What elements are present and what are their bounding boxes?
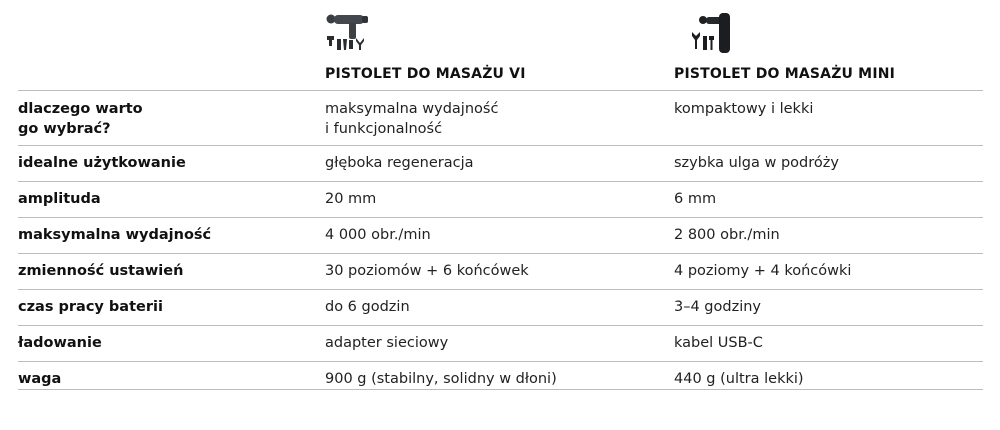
table-row	[18, 145, 983, 181]
row-label: waga	[18, 371, 62, 387]
cell-mini: kabel USB-C	[674, 335, 763, 351]
cell-mini: 4 poziomy + 4 końcówki	[674, 263, 852, 279]
cell-mini: 3–4 godziny	[674, 299, 761, 315]
table-bottom-border	[18, 389, 983, 390]
cell-mini: 2 800 obr./min	[674, 227, 780, 243]
product-title-vi: PISTOLET DO MASAŻU VI	[325, 66, 526, 82]
row-label: maksymalna wydajność	[18, 227, 212, 243]
cell-vi: głęboka regeneracja	[325, 155, 474, 171]
cell-vi: 4 000 obr./min	[325, 227, 431, 243]
cell-vi: 900 g (stabilny, solidny w dłoni)	[325, 371, 557, 387]
cell-mini: kompaktowy i lekki	[674, 101, 814, 117]
cell-vi: 30 poziomów + 6 końcówek	[325, 263, 529, 279]
row-label: czas pracy baterii	[18, 299, 163, 315]
product-title-mini: PISTOLET DO MASAŻU MINI	[674, 66, 896, 82]
massage-gun-mini-image	[674, 8, 734, 58]
table-row	[18, 361, 983, 397]
cell-vi: adapter sieciowy	[325, 335, 449, 351]
table-row	[18, 253, 983, 289]
comparison-table	[18, 0, 983, 430]
row-label: zmienność ustawień	[18, 263, 184, 279]
cell-vi: do 6 godzin	[325, 299, 410, 315]
cell-vi: maksymalna wydajność i funkcjonalność	[325, 101, 499, 137]
table-row	[18, 217, 983, 253]
table-row	[18, 325, 983, 361]
row-label: ładowanie	[18, 335, 102, 351]
table-row	[18, 90, 983, 145]
row-label: amplituda	[18, 191, 101, 207]
massage-gun-vi-image	[325, 10, 385, 56]
cell-mini: szybka ulga w podróży	[674, 155, 839, 171]
table-body	[18, 90, 983, 397]
cell-vi: 20 mm	[325, 191, 377, 207]
table-header	[18, 0, 983, 90]
row-label: idealne użytkowanie	[18, 155, 186, 171]
table-row	[18, 181, 983, 217]
table-row	[18, 289, 983, 325]
cell-mini: 440 g (ultra lekki)	[674, 371, 804, 387]
row-label: dlaczego warto go wybrać?	[18, 101, 143, 137]
cell-mini: 6 mm	[674, 191, 717, 207]
